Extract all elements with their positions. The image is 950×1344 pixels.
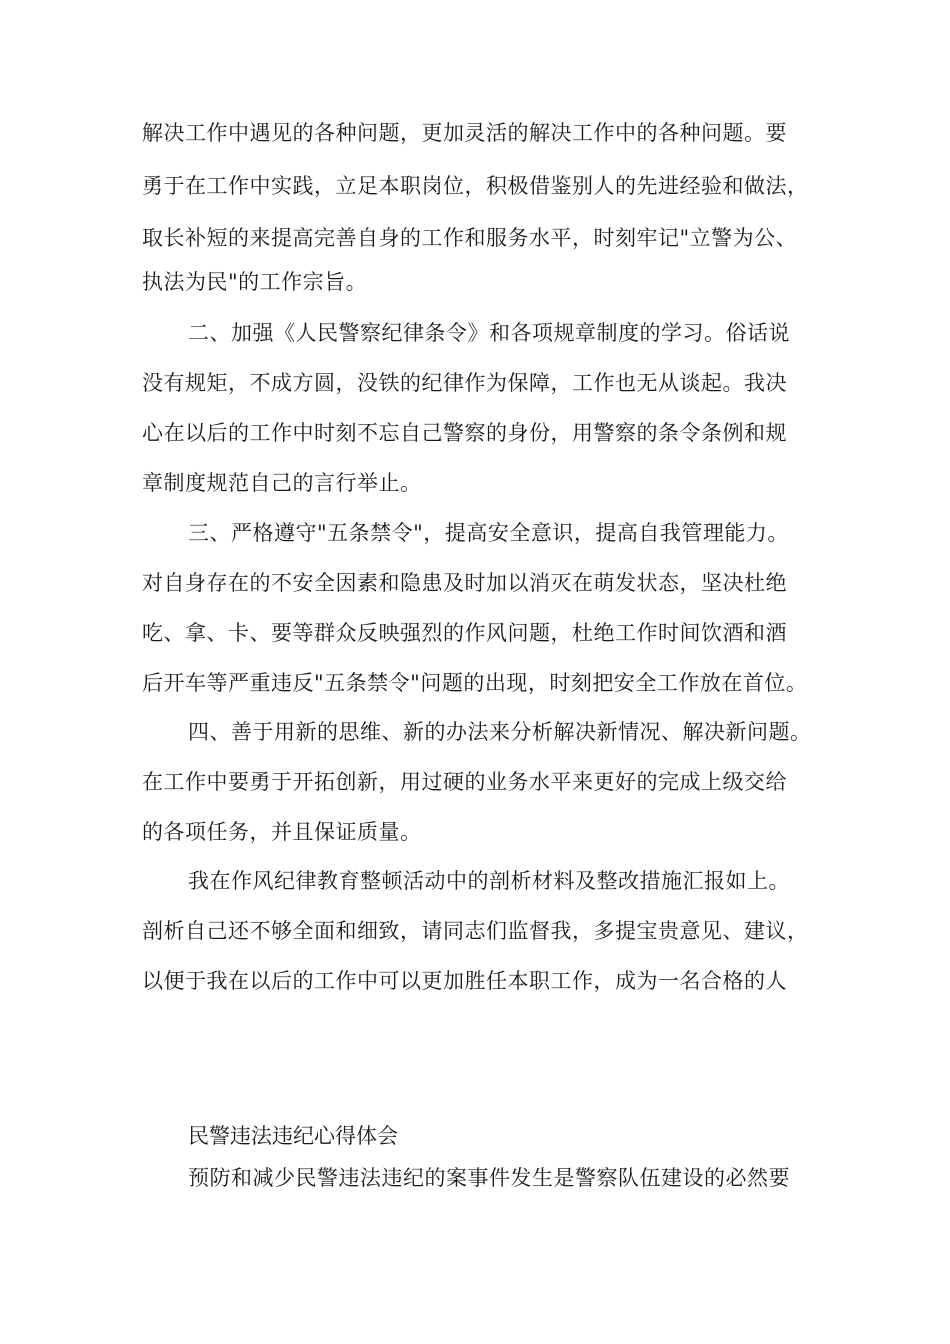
paragraph-line: 我在作风纪律教育整顿活动中的剖析材料及整改措施汇报如上。 [188,869,790,893]
paragraph-line: 执法为民"的工作宗旨。 [142,270,368,294]
paragraph-line: 心在以后的工作中时刻不忘自己警察的身份，用警察的条令条例和规 [142,421,787,445]
paragraph-line: 取长补短的来提高完善自身的工作和服务水平，时刻牢记"立警为公、 [142,226,798,250]
paragraph-line: 后开车等严重违反"五条禁令"问题的出现，时刻把安全工作放在首位。 [142,671,808,695]
paragraph-line: 的各项任务，并且保证质量。 [142,820,422,844]
paragraph-line: 解决工作中遇见的各种问题，更加灵活的解决工作中的各种问题。要 [142,121,787,145]
paragraph-line: 剖析自己还不够全面和细致，请同志们监督我，多提宝贵意见、建议， [142,919,809,943]
paragraph-line: 二、加强《人民警察纪律条令》和各项规章制度的学习。俗话说 [188,321,790,345]
paragraph-line: 吃、拿、卡、要等群众反映强烈的作风问题，杜绝工作时间饮酒和酒 [142,621,787,645]
paragraph-line: 三、严格遵守"五条禁令"，提高安全意识，提高自我管理能力。 [188,521,789,545]
paragraph-line: 没有规矩，不成方圆，没铁的纪律作为保障，工作也无从谈起。我决 [142,371,787,395]
paragraph-line: 四、善于用新的思维、新的办法来分析解决新情况、解决新问题。 [188,720,812,744]
paragraph-line: 预防和减少民警违法违纪的案事件发生是警察队伍建设的必然要 [188,1166,790,1190]
paragraph-line: 对自身存在的不安全因素和隐患及时加以消灭在萌发状态，坚决杜绝 [142,571,787,595]
paragraph-line: 勇于在工作中实践，立足本职岗位，积极借鉴别人的先进经验和做法， [142,174,809,198]
paragraph-line: 章制度规范自己的言行举止。 [142,471,422,495]
paragraph-line: 在工作中要勇于开拓创新，用过硬的业务水平来更好的完成上级交给 [142,770,787,794]
paragraph-line: 以便于我在以后的工作中可以更加胜任本职工作，成为一名合格的人 [142,969,787,993]
article-title: 民警违法违纪心得体会 [188,1124,398,1148]
